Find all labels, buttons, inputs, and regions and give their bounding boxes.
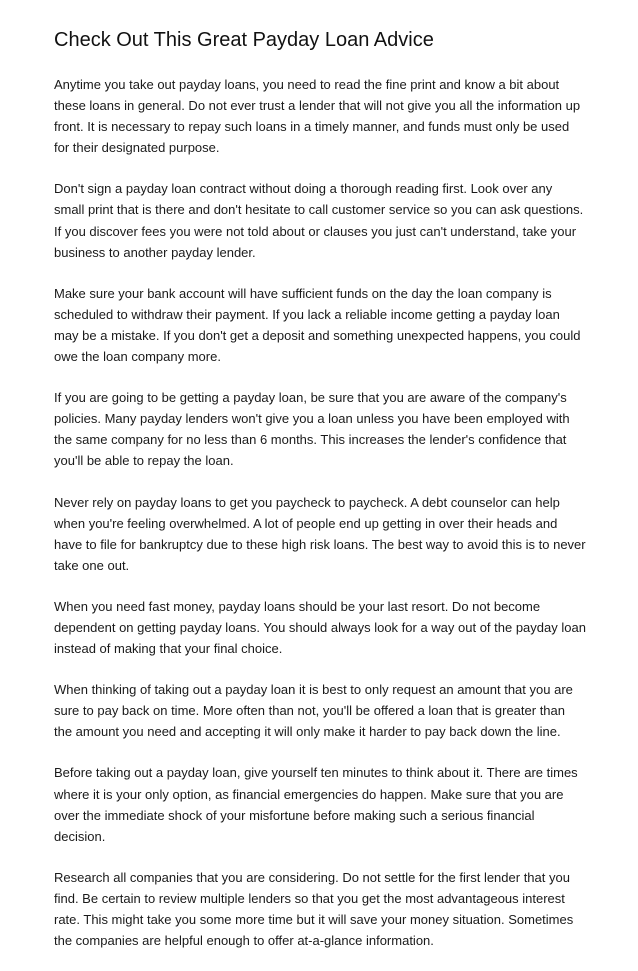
document-page xyxy=(54,28,586,971)
paragraph: Before taking out a payday loan, give yourself ten minutes to think about it. There are times where it is your only option, as financial emergencies do happen. Make sure that you are over the immediate shock of your misfortune before making such a serious financial decision. xyxy=(54,765,578,844)
paragraph: When thinking of taking out a payday loan it is best to only request an amount that you are sure to pay back on time. More often than not, you'll be offered a loan that is greater than the amount you need and accepting it will only make it harder to pay back down the line. xyxy=(54,682,573,740)
paragraph: Anytime you take out payday loans, you need to read the fine print and know a bit about these loans in general. Do not ever trust a lender that will not give you all the information up front. It is necessary to repay such loans in a timely manner, and funds must only be used for their designated purpose. xyxy=(54,77,581,156)
document-title: Check Out This Great Payday Loan Advice xyxy=(54,29,434,51)
paragraph: When you need fast money, payday loans should be your last resort. Do not become dependent on getting payday loans. You should always look for a way out of the payday loan instead of making that your final choice. xyxy=(54,598,586,657)
paragraph: Make sure your bank account will have sufficient funds on the day the loan company is scheduled to withdraw their payment. If you lack a reliable income getting a payday loan may be a mistake. If you don't get a deposit and something unexpected happens, you could owe the loan company more. xyxy=(54,285,581,365)
paragraph: Research all companies that you are considering. Do not settle for the first lender that you find. Be certain to review multiple lenders so that you get the most advantageous interest rate. This might take you some more time but it will save your money situation. Sometimes the companies are helpful enough to offer at-a-glance information. xyxy=(54,869,574,949)
paragraph: Never rely on payday loans to get you paycheck to paycheck. A debt counselor can help when you're feeling overwhelmed. A lot of people end up getting in over their heads and have to file for bankruptcy due to these high risk loans. The best way to avoid this is to never take one out. xyxy=(54,494,586,573)
paragraph: Don't sign a payday loan contract without doing a thorough reading first. Look over any small print that is there and don't hesitate to call customer service so you can ask questions. If you discover fees you were not told about or clauses you just can't understand, take your business to another payday lender. xyxy=(54,181,584,260)
paragraph: If you are going to be getting a payday loan, be sure that you are aware of the company's policies. Many payday lenders won't give you a loan unless you have been employed with the same company for no less than 6 months. This increases the lender's confidence that you'll be able to repay the loan. xyxy=(54,390,570,469)
